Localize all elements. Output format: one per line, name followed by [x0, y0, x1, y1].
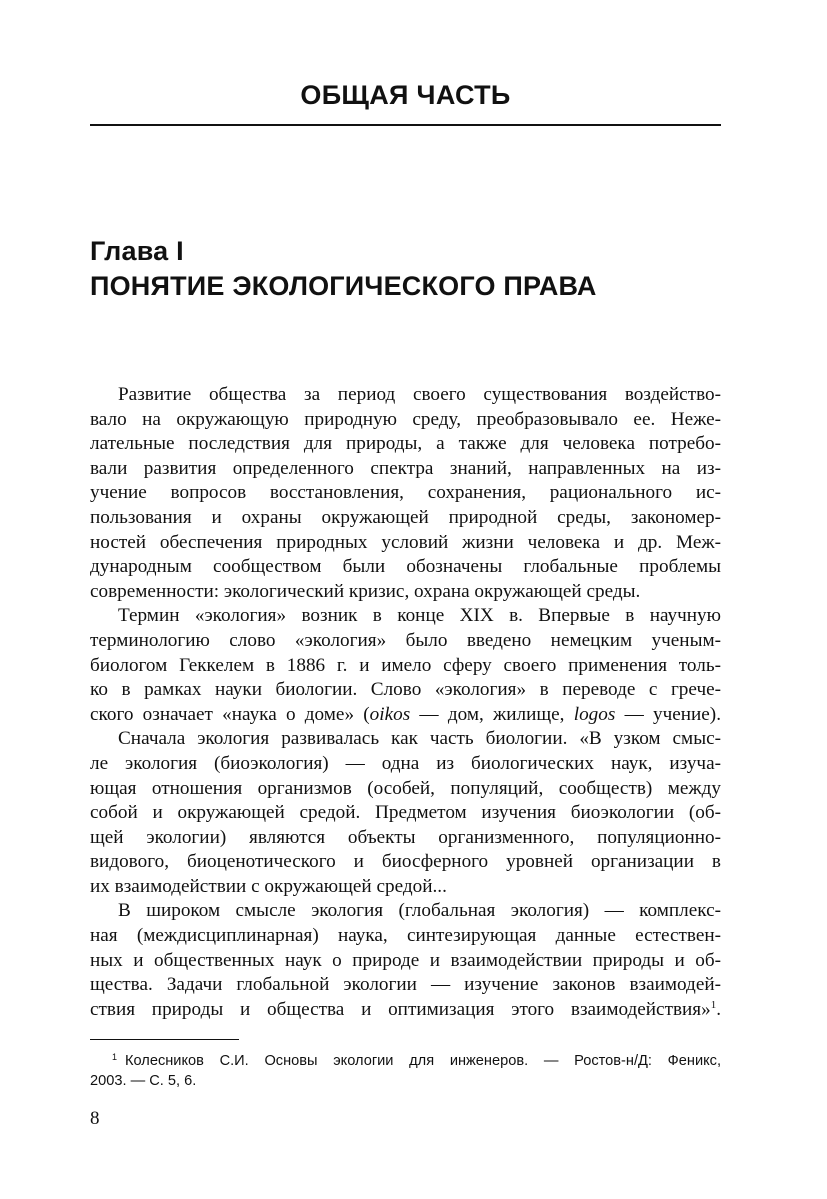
paragraph-3-line: ющая отношения организмов (особей, популяций, сообществ) между — [90, 777, 721, 799]
body-text — [90, 383, 721, 1022]
footnote — [90, 1052, 721, 1091]
paragraph-2-line: ко в рамках науки биологии. Слово «экология» в переводе с грече- — [90, 679, 721, 701]
header-rule — [90, 124, 721, 126]
paragraph-3-line: видового, биоценотического и биосферного уровней организации в — [90, 851, 721, 873]
footnote-line: $^1$ Колесников С.И. Основы экологии для инженеров. — Ростов-н/Д: Феникс, — [112, 1052, 721, 1069]
paragraph-3-line: щей экологии) являются объекты организменного, популяционно- — [90, 826, 721, 848]
paragraph-4-line: В широком смысле экология (глобальная экология) — комплекс- — [118, 900, 721, 922]
chapter-heading — [90, 234, 730, 304]
paragraph-2-line: биологом Геккелем в 1886 г. и имело сферу своего применения толь- — [90, 654, 721, 676]
paragraph-1-line: Развитие общества за период своего существования воздейство- — [118, 384, 721, 405]
section-header: ОБЩАЯ ЧАСТЬ — [300, 80, 511, 110]
paragraph-2-line: Термин «экология» возник в конце XIX в. Впервые в научную — [118, 605, 721, 627]
chapter-number: Глава I — [90, 236, 184, 266]
paragraph-4-line: ных и общественных наук о природе и взаимодействии природы и об- — [90, 949, 721, 971]
page-number: 8 — [90, 1108, 100, 1129]
paragraph-1-line: современности: экологический кризис, охрана окружающей среды. — [90, 580, 641, 602]
paragraph-1-line: пользования и охраны окружающей природной среды, закономер- — [90, 506, 721, 528]
paragraph-3-line: Сначала экология развивалась как часть биологии. «В узком смыс- — [118, 728, 721, 750]
paragraph-4-line: ствия природы и общества и оптимизация этого взаимодействия»$^1$. — [90, 998, 721, 1020]
paragraph-4-line: щества. Задачи глобальной экологии — изучение законов взаимодей- — [90, 974, 721, 996]
footnote-reference[interactable]: 1 — [710, 998, 717, 1011]
paragraph-2-line: ского означает «наука о доме» (oikos — дом, жилище, logos — учение). — [90, 703, 721, 725]
chapter-title: ПОНЯТИЕ ЭКОЛОГИЧЕСКОГО ПРАВА — [90, 271, 597, 301]
footnote-rule — [90, 1039, 239, 1040]
term-logos: logos — [573, 703, 616, 725]
footnote-line: 2003. — С. 5, 6. — [90, 1072, 197, 1089]
paragraph-1-line: дународным сообществом были обозначены глобальные проблемы — [90, 556, 721, 578]
paragraph-1-line: ностей обеспечения природных условий жизни человека и др. Меж- — [90, 531, 721, 553]
paragraph-1-line: учение вопросов восстановления, сохранения, рационального ис- — [90, 482, 721, 504]
paragraph-3-line: их взаимодействии с окружающей средой... — [90, 875, 447, 897]
paragraph-3-line: собой и окружающей средой. Предметом изучения биоэкологии (об- — [90, 802, 721, 824]
term-oikos: oikos — [369, 703, 411, 725]
paragraph-1-line: лательные последствия для природы, а также для человека потребо- — [90, 433, 721, 455]
paragraph-1-line: вало на окружающую природную среду, преобразовывало ее. Неже- — [90, 408, 721, 430]
paragraph-2-line: терминологию слово «экология» было введено немецким ученым- — [90, 629, 721, 651]
paragraph-3-line: ле экология (биоэкология) — одна из биологических наук, изуча- — [90, 752, 721, 774]
paragraph-1-line: вали развития определенного спектра знаний, направленных на из- — [90, 457, 721, 479]
paragraph-4-line: ная (междисциплинарная) наука, синтезирующая данные естествен- — [90, 925, 721, 947]
footnote-marker: 1 — [112, 1052, 118, 1062]
